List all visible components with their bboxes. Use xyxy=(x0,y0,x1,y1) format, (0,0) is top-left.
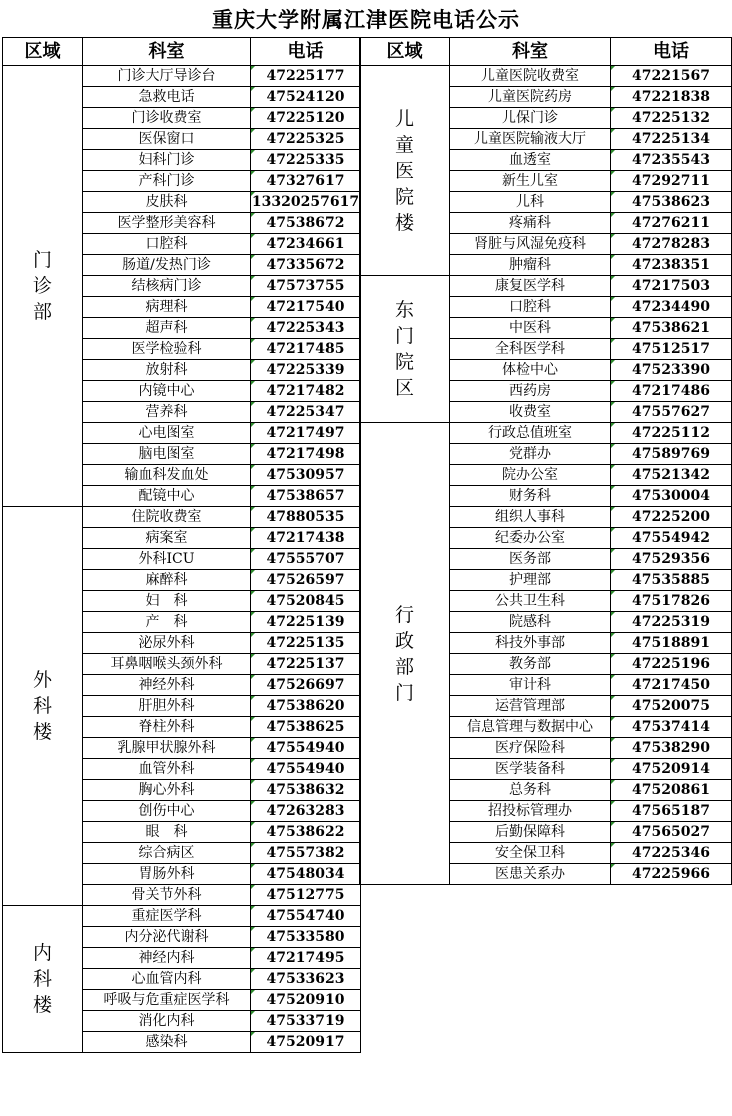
phone-cell: 47217498 xyxy=(251,444,361,465)
phone-cell: 47217482 xyxy=(251,381,361,402)
dept-cell: 院办公室 xyxy=(450,465,611,486)
dept-cell: 结核病门诊 xyxy=(83,276,251,297)
dept-cell: 骨关节外科 xyxy=(83,885,251,906)
phone-cell: 47524120 xyxy=(251,87,361,108)
table-row xyxy=(360,423,732,444)
phone-cell: 47557382 xyxy=(251,843,361,864)
phone-cell: 47217485 xyxy=(251,339,361,360)
phone-cell: 47535885 xyxy=(611,570,732,591)
phone-cell: 47225325 xyxy=(251,129,361,150)
phone-cell: 47225177 xyxy=(251,66,361,87)
phone-cell: 47520845 xyxy=(251,591,361,612)
phone-cell: 47225966 xyxy=(611,864,732,885)
dept-cell: 中医科 xyxy=(450,318,611,339)
dept-cell: 耳鼻咽喉头颈外科 xyxy=(83,654,251,675)
dept-cell: 输血科发血处 xyxy=(83,465,251,486)
dept-cell: 重症医学科 xyxy=(83,906,251,927)
phone-cell: 47225137 xyxy=(251,654,361,675)
phone-cell: 47533623 xyxy=(251,969,361,990)
phone-cell: 47225132 xyxy=(611,108,732,129)
page-title: 重庆大学附属江津医院电话公示 xyxy=(212,7,520,32)
phone-cell: 47217495 xyxy=(251,948,361,969)
phone-cell: 47538625 xyxy=(251,717,361,738)
phone-cell: 47225135 xyxy=(251,633,361,654)
dept-cell: 医患关系办 xyxy=(450,864,611,885)
phone-cell: 47225134 xyxy=(611,129,732,150)
dept-cell: 泌尿外科 xyxy=(83,633,251,654)
phone-cell: 47520075 xyxy=(611,696,732,717)
phone-cell: 47225112 xyxy=(611,423,732,444)
phone-cell: 47217438 xyxy=(251,528,361,549)
dept-cell: 配镜中心 xyxy=(83,486,251,507)
phone-cell: 47276211 xyxy=(611,213,732,234)
phone-cell: 47234661 xyxy=(251,234,361,255)
phone-cell: 47217503 xyxy=(611,276,732,297)
phone-cell: 47538632 xyxy=(251,780,361,801)
dept-cell: 妇 科 xyxy=(83,591,251,612)
table-row xyxy=(360,66,732,87)
phone-cell: 47880535 xyxy=(251,507,361,528)
phone-cell: 47225347 xyxy=(251,402,361,423)
phone-cell: 47565027 xyxy=(611,822,732,843)
phone-cell: 47221567 xyxy=(611,66,732,87)
dept-cell: 科技外事部 xyxy=(450,633,611,654)
dept-cell: 后勤保障科 xyxy=(450,822,611,843)
table-row xyxy=(3,906,361,927)
dept-cell: 西药房 xyxy=(450,381,611,402)
dept-cell: 信息管理与数据中心 xyxy=(450,717,611,738)
dept-cell: 儿保门诊 xyxy=(450,108,611,129)
dept-cell: 组织人事科 xyxy=(450,507,611,528)
phone-cell: 47538290 xyxy=(611,738,732,759)
dept-cell: 运营管理部 xyxy=(450,696,611,717)
region-cell xyxy=(360,276,450,423)
dept-cell: 医学装备科 xyxy=(450,759,611,780)
dept-cell: 消化内科 xyxy=(83,1011,251,1032)
dept-cell: 疼痛科 xyxy=(450,213,611,234)
phone-cell: 47238351 xyxy=(611,255,732,276)
phone-cell: 47538620 xyxy=(251,696,361,717)
phone-cell: 47520917 xyxy=(251,1032,361,1053)
dept-cell: 肠道/发热门诊 xyxy=(83,255,251,276)
phone-cell: 47554940 xyxy=(251,738,361,759)
phone-cell: 47518891 xyxy=(611,633,732,654)
dept-cell: 肝胆外科 xyxy=(83,696,251,717)
table-row xyxy=(3,507,361,528)
dept-cell: 财务科 xyxy=(450,486,611,507)
phone-cell: 47292711 xyxy=(611,171,732,192)
phone-cell: 47538623 xyxy=(611,192,732,213)
region-label: 门诊部 xyxy=(32,249,52,323)
phone-cell: 47526697 xyxy=(251,675,361,696)
dept-cell: 心电图室 xyxy=(83,423,251,444)
dept-cell: 医疗保险科 xyxy=(450,738,611,759)
header-phone: 电话 xyxy=(611,38,732,66)
phone-cell: 47225346 xyxy=(611,843,732,864)
region-label: 儿童医院楼 xyxy=(394,107,414,234)
dept-cell: 康复医学科 xyxy=(450,276,611,297)
dept-cell: 急救电话 xyxy=(83,87,251,108)
phone-cell: 47225335 xyxy=(251,150,361,171)
dept-cell: 收费室 xyxy=(450,402,611,423)
dept-cell: 心血管内科 xyxy=(83,969,251,990)
phone-cell: 47530957 xyxy=(251,465,361,486)
dept-cell: 护理部 xyxy=(450,570,611,591)
region-cell xyxy=(3,507,83,906)
region-cell xyxy=(360,66,450,276)
dept-cell: 产 科 xyxy=(83,612,251,633)
phone-cell: 47523390 xyxy=(611,360,732,381)
dept-cell: 儿童医院输液大厅 xyxy=(450,129,611,150)
dept-cell: 儿童医院药房 xyxy=(450,87,611,108)
dept-cell: 住院收费室 xyxy=(83,507,251,528)
phone-cell: 47225120 xyxy=(251,108,361,129)
dept-cell: 乳腺甲状腺外科 xyxy=(83,738,251,759)
dept-cell: 营养科 xyxy=(83,402,251,423)
phone-cell: 47520861 xyxy=(611,780,732,801)
left-phone-table xyxy=(2,37,361,1053)
region-cell xyxy=(3,906,83,1053)
header-dept: 科室 xyxy=(83,38,251,66)
phone-cell: 47537414 xyxy=(611,717,732,738)
dept-cell: 肾脏与风湿免疫科 xyxy=(450,234,611,255)
dept-cell: 门诊收费室 xyxy=(83,108,251,129)
phone-cell: 47573755 xyxy=(251,276,361,297)
dept-cell: 院感科 xyxy=(450,612,611,633)
dept-cell: 党群办 xyxy=(450,444,611,465)
dept-cell: 综合病区 xyxy=(83,843,251,864)
dept-cell: 眼 科 xyxy=(83,822,251,843)
dept-cell: 妇科门诊 xyxy=(83,150,251,171)
dept-cell: 病理科 xyxy=(83,297,251,318)
phone-cell: 47225200 xyxy=(611,507,732,528)
phone-cell: 47225343 xyxy=(251,318,361,339)
phone-cell: 47217540 xyxy=(251,297,361,318)
phone-cell: 47217486 xyxy=(611,381,732,402)
phone-cell: 47512775 xyxy=(251,885,361,906)
dept-cell: 新生儿室 xyxy=(450,171,611,192)
header-phone: 电话 xyxy=(251,38,361,66)
dept-cell: 全科医学科 xyxy=(450,339,611,360)
phone-cell: 47554740 xyxy=(251,906,361,927)
phone-cell: 47520914 xyxy=(611,759,732,780)
dept-cell: 胃肠外科 xyxy=(83,864,251,885)
dept-cell: 儿科 xyxy=(450,192,611,213)
dept-cell: 血透室 xyxy=(450,150,611,171)
phone-cell: 47555707 xyxy=(251,549,361,570)
phone-cell: 13320257617 xyxy=(251,192,361,213)
header-region: 区域 xyxy=(3,38,83,66)
dept-cell: 产科门诊 xyxy=(83,171,251,192)
dept-cell: 纪委办公室 xyxy=(450,528,611,549)
phone-cell: 47221838 xyxy=(611,87,732,108)
dept-cell: 内分泌代谢科 xyxy=(83,927,251,948)
phone-cell: 47538621 xyxy=(611,318,732,339)
dept-cell: 神经内科 xyxy=(83,948,251,969)
dept-cell: 口腔科 xyxy=(450,297,611,318)
region-label: 行政部门 xyxy=(394,603,414,704)
dept-cell: 肿瘤科 xyxy=(450,255,611,276)
dept-cell: 胸心外科 xyxy=(83,780,251,801)
phone-cell: 47538672 xyxy=(251,213,361,234)
phone-cell: 47521342 xyxy=(611,465,732,486)
phone-cell: 47225139 xyxy=(251,612,361,633)
phone-cell: 47225196 xyxy=(611,654,732,675)
phone-cell: 47217450 xyxy=(611,675,732,696)
dept-cell: 行政总值班室 xyxy=(450,423,611,444)
phone-cell: 47548034 xyxy=(251,864,361,885)
phone-cell: 47517826 xyxy=(611,591,732,612)
phone-cell: 47554942 xyxy=(611,528,732,549)
phone-cell: 47217497 xyxy=(251,423,361,444)
dept-cell: 招投标管理办 xyxy=(450,801,611,822)
table-header-row xyxy=(3,38,361,66)
dept-cell: 医务部 xyxy=(450,549,611,570)
phone-cell: 47512517 xyxy=(611,339,732,360)
phone-cell: 47565187 xyxy=(611,801,732,822)
right-phone-table xyxy=(359,37,732,885)
dept-cell: 外科ICU xyxy=(83,549,251,570)
phone-cell: 47327617 xyxy=(251,171,361,192)
phone-cell: 47526597 xyxy=(251,570,361,591)
dept-cell: 医保窗口 xyxy=(83,129,251,150)
dept-cell: 病案室 xyxy=(83,528,251,549)
dept-cell: 创伤中心 xyxy=(83,801,251,822)
phone-cell: 47538622 xyxy=(251,822,361,843)
dept-cell: 公共卫生科 xyxy=(450,591,611,612)
phone-cell: 47225319 xyxy=(611,612,732,633)
table-header-row xyxy=(360,38,732,66)
phone-cell: 47554940 xyxy=(251,759,361,780)
phone-cell: 47530004 xyxy=(611,486,732,507)
region-cell xyxy=(360,423,450,885)
dept-cell: 教务部 xyxy=(450,654,611,675)
dept-cell: 感染科 xyxy=(83,1032,251,1053)
phone-cell: 47589769 xyxy=(611,444,732,465)
dept-cell: 安全保卫科 xyxy=(450,843,611,864)
phone-cell: 47278283 xyxy=(611,234,732,255)
dept-cell: 医学整形美容科 xyxy=(83,213,251,234)
dept-cell: 总务科 xyxy=(450,780,611,801)
phone-cell: 47533719 xyxy=(251,1011,361,1032)
table-row xyxy=(360,276,732,297)
region-label: 内科楼 xyxy=(32,942,52,1016)
dept-cell: 医学检验科 xyxy=(83,339,251,360)
dept-cell: 放射科 xyxy=(83,360,251,381)
dept-cell: 口腔科 xyxy=(83,234,251,255)
dept-cell: 皮肤科 xyxy=(83,192,251,213)
region-label: 外科楼 xyxy=(32,669,52,743)
dept-cell: 麻醉科 xyxy=(83,570,251,591)
dept-cell: 审计科 xyxy=(450,675,611,696)
header-dept: 科室 xyxy=(450,38,611,66)
dept-cell: 儿童医院收费室 xyxy=(450,66,611,87)
dept-cell: 体检中心 xyxy=(450,360,611,381)
dept-cell: 超声科 xyxy=(83,318,251,339)
phone-cell: 47529356 xyxy=(611,549,732,570)
dept-cell: 呼吸与危重症医学科 xyxy=(83,990,251,1011)
dept-cell: 脑电图室 xyxy=(83,444,251,465)
region-cell xyxy=(3,66,83,507)
phone-cell: 47263283 xyxy=(251,801,361,822)
dept-cell: 内镜中心 xyxy=(83,381,251,402)
table-row xyxy=(3,66,361,87)
phone-cell: 47533580 xyxy=(251,927,361,948)
phone-cell: 47225339 xyxy=(251,360,361,381)
header-region: 区域 xyxy=(360,38,450,66)
phone-cell: 47538657 xyxy=(251,486,361,507)
dept-cell: 门诊大厅导诊台 xyxy=(83,66,251,87)
phone-cell: 47234490 xyxy=(611,297,732,318)
phone-cell: 47557627 xyxy=(611,402,732,423)
dept-cell: 脊柱外科 xyxy=(83,717,251,738)
phone-cell: 47335672 xyxy=(251,255,361,276)
dept-cell: 神经外科 xyxy=(83,675,251,696)
phone-cell: 47235543 xyxy=(611,150,732,171)
dept-cell: 血管外科 xyxy=(83,759,251,780)
phone-cell: 47520910 xyxy=(251,990,361,1011)
region-label: 东门院区 xyxy=(394,299,414,399)
